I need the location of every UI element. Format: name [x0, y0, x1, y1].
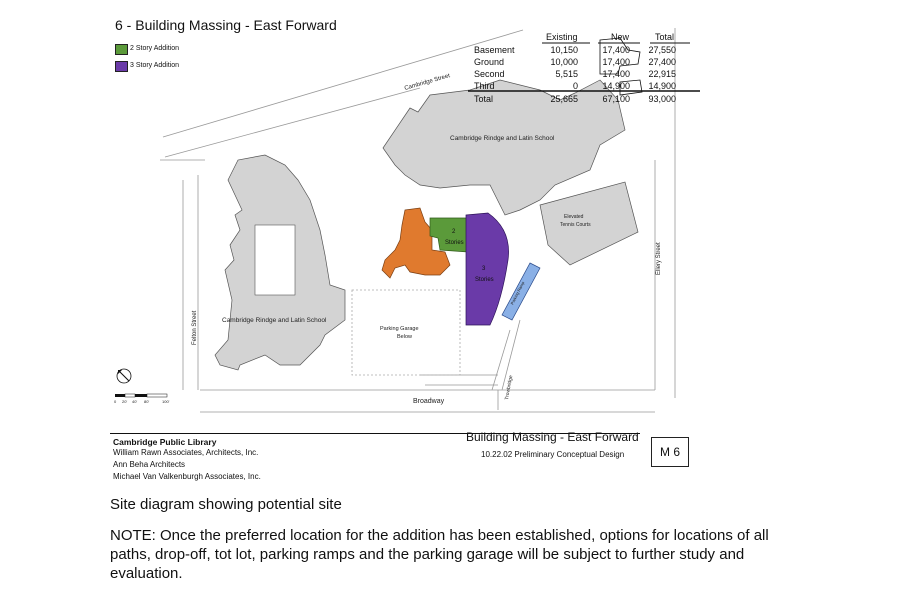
scale-label-4: 100' [162, 399, 170, 404]
street-label-felton: Felton Street [192, 310, 198, 345]
scale-label-1: 20' [122, 399, 128, 404]
north-arrow-icon [117, 369, 131, 383]
row-label: Second [474, 69, 505, 79]
sheet-subtitle: 10.22.02 Preliminary Conceptual Design [481, 450, 625, 459]
row-total: 27,400 [648, 57, 676, 67]
sheet-title: Building Massing - East Forward [466, 430, 639, 444]
row-existing: 0 [572, 81, 578, 91]
row-new: 14,900 [602, 81, 630, 91]
scale-label-2: 40' [132, 399, 138, 404]
row-existing: 5,515 [555, 69, 578, 79]
total-label: Total [474, 94, 494, 104]
addition-2-story [430, 218, 468, 252]
firm-1: William Rawn Associates, Architects, Inc. [113, 448, 259, 457]
row-existing: 10,000 [550, 57, 578, 67]
tennis-label-line2: Tennis Courts [560, 222, 591, 228]
header-existing: Existing [546, 32, 578, 42]
addition-3-story [466, 213, 509, 325]
parking-garage-label-1: Parking Garage [380, 326, 419, 332]
firm-3: Michael Van Valkenburgh Associates, Inc. [113, 472, 261, 481]
total-existing: 25,665 [550, 94, 578, 104]
row-new: 17,400 [602, 57, 630, 67]
scale-bar [114, 394, 170, 404]
firm-2: Ann Beha Architects [113, 460, 186, 469]
parking-garage-outline [352, 290, 460, 375]
school-north-label: Cambridge Rindge and Latin School [450, 135, 555, 142]
street-label-trowbridge: Trowbridge [504, 374, 515, 401]
row-existing: 10,150 [550, 45, 578, 55]
total-new: 67,100 [602, 94, 630, 104]
parking-garage-label-2: Below [397, 334, 412, 340]
scale-label-0: 0 [114, 399, 117, 404]
row-total: 14,900 [648, 81, 676, 91]
page-title: 6 - Building Massing - East Forward [115, 17, 337, 33]
addition-3-label-1: 3 [482, 266, 486, 272]
legend-label-3-story: 3 Story Addition [130, 62, 180, 69]
street-label-cambridge: Cambridge Street [403, 73, 451, 92]
sheet-number: M 6 [651, 437, 689, 467]
row-total: 22,915 [648, 69, 676, 79]
row-label: Basement [474, 45, 515, 55]
street-label-broadway: Broadway [413, 398, 445, 405]
row-total: 27,550 [648, 45, 676, 55]
street-label-ellery: Ellery Street [656, 242, 662, 275]
row-label: Third [474, 81, 495, 91]
school-west-label: Cambridge Rindge and Latin School [222, 317, 327, 324]
header-total: Total [655, 32, 675, 42]
client-name: Cambridge Public Library [113, 437, 217, 447]
total-total: 93,000 [648, 94, 676, 104]
addition-2-label-1: 2 [452, 229, 456, 235]
tennis-label-line1: Elevated [564, 214, 584, 220]
school-west-courtyard [255, 225, 295, 295]
parking-ramp-label: Parking Ramp [509, 280, 526, 306]
addition-3-label-2: Stories [475, 277, 494, 283]
caption: Site diagram showing potential site [110, 496, 342, 513]
legend-label-2-story: 2 Story Addition [130, 45, 180, 52]
row-new: 17,400 [602, 45, 630, 55]
row-label: Ground [474, 57, 505, 67]
header-new: New [611, 32, 630, 42]
addition-2-label-2: Stories [445, 240, 464, 246]
note: NOTE: Once the preferred location for the addition has been established, options for locations of all paths, drop-off, tot lot, parking ramps and the parking garage will be subject to further study and evaluation. [110, 527, 769, 582]
row-new: 17,400 [602, 69, 630, 79]
scale-label-3: 80' [144, 399, 150, 404]
